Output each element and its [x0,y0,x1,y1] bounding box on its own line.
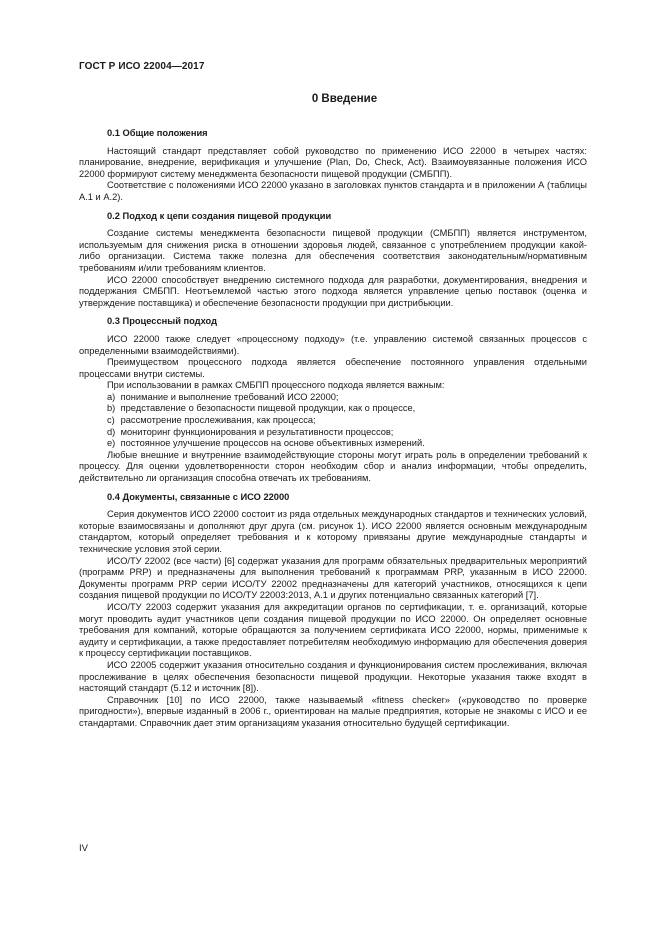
list-marker: e) [107,438,116,449]
list-item-text: рассмотрение прослеживания, как процесса; [120,415,316,426]
section-0-1 [79,128,587,204]
paragraph: При использовании в рамках СМБПП процессного подхода является важным: [107,380,445,391]
requirements-list [79,392,587,450]
paragraph: ИСО/ТУ 22003 содержит указания для аккредитации органов по сертификации, т. е. организаций, которые могут проводить аудит участников цепи создания пищевой продукции по ИСО 22000. Он определяет основные требования для компаний, которые обращаются за получением сертификата ИСО 22000, нормы, применимые к аудиту и сертификации, а также предоставляет потребителям необходимую информацию для обеспечения доверия к процессу сертификации поставщиков. [79,601,587,659]
list-item [79,438,587,450]
paragraph: ИСО 22000 способствует внедрению системного подхода для разработки, документирования, внедрения и поддержания СМБПП. Неотъемлемой частью этого подхода является управление цепью поставок (оценка и утверждение поставщика) и обеспечение безопасности продукции при дистрибьюции. [79,274,587,308]
list-item-text: понимание и выполнение требований ИСО 22000; [120,391,339,402]
section-0-4 [79,492,587,730]
paragraph: Создание системы менеджмента безопасности пищевой продукции (СМБПП) является инструментом, используемым для снижения риска в отношении здоровья людей, связанное с употреблением продукции какой-либо организации. Система также полезна для обеспечения соответствия законодательным/нормативным требованиям и/или требованиям клиентов. [79,228,587,273]
section-0-3 [79,316,587,484]
paragraph: Преимуществом процессного подхода является обеспечение постоянного управления отдельными процессами внутри системы. [79,357,587,379]
section-title: 0.2 Подход к цепи создания пищевой продукции [107,210,332,221]
document-body [79,128,587,737]
section-title: 0.1 Общие положения [107,128,208,138]
list-marker: d) [107,426,116,437]
list-marker: a) [107,391,116,402]
page-number: IV [79,843,88,854]
list-item [79,427,587,439]
list-marker: c) [107,415,115,426]
paragraph: Справочник [10] по ИСО 22000, также называемый «fitness checker» («руководство по проверке пригодности»), впервые изданный в 2006 г., ориентирован на малые предприятия, которые не знакомы с ИСО и ее стандартами. Справочник дает этим организациям указания относительно будущей сертификации. [79,694,587,728]
paragraph: Любые внешние и внутренние взаимодействующие стороны могут играть роль в определении требований к процессу. Для оценки удовлетворенности сторон необходим сбор и анализ информации, чтобы определить, действительно ли организация способна отвечать их требованиям. [79,449,587,484]
list-item-text: представление о безопасности пищевой продукции, как о процессе, [120,403,416,414]
paragraph: Соответствие с положениями ИСО 22000 указано в заголовках пунктов стандарта и в приложении А (таблицы А.1 и А.2). [79,180,587,202]
section-title: 0.3 Процессный подход [107,316,217,327]
paragraph: Серия документов ИСО 22000 состоит из ряда отдельных международных стандартов и технических условий, которые взаимосвязаны и дополняют друг друга (см. рисунок 1). ИСО 22000 является основным международным стандартом, который определяет требования и к которому привязаны другие международные стандарты и технические условия этой серии. [79,509,587,554]
list-marker: b) [107,403,116,414]
paragraph: Настоящий стандарт представляет собой руководство по применению ИСО 22000 в четырех частях: планирование, внедрение, верификация и улучшение (Plan, Do, Check, Act). Взаимоувязанные положения ИСО 22000 формируют систему менеджмента безопасности пищевой продукции (СМБПП). [79,145,587,179]
paragraph: ИСО 22000 также следует «процессному подходу» (т.е. управлению системой связанных процессов с определенными взаимодействиями). [79,333,587,356]
list-item-text: постоянное улучшение процессов на основе объективных измерений. [120,438,425,449]
section-0-2 [79,211,587,310]
list-item-text: мониторинг функционирования и результативности процессов; [120,426,394,437]
document-id-header: ГОСТ Р ИСО 22004—2017 [79,61,205,72]
list-item [79,415,587,427]
paragraph: ИСО 22005 содержит указания относительно создания и функционирования систем прослеживания, включая прослеживание в целях обеспечения безопасности пищевой продукции. Некоторые указания также входят в настоящий стандарт (5.12 и источник [8]). [79,659,587,694]
section-title: 0.4 Документы, связанные с ИСО 22000 [107,491,290,502]
list-item [79,392,587,404]
page-title: 0 Введение [311,93,378,105]
paragraph: ИСО/ТУ 22002 (все части) [6] содержат указания для программ обязательных предварительных мероприятий (программ PRP) и предназначены для выполнения требований к программам PRP, указанным в ИСО 22000. Документы программ PRP серии ИСО/ТУ 22002 предназначены для категорий участников, относящихся к цепи создания пищевой продукции по ИСО/ТУ 22003:2013, А.1 и других потенциально связанных категорий [7]. [79,555,587,601]
list-item [79,403,587,415]
